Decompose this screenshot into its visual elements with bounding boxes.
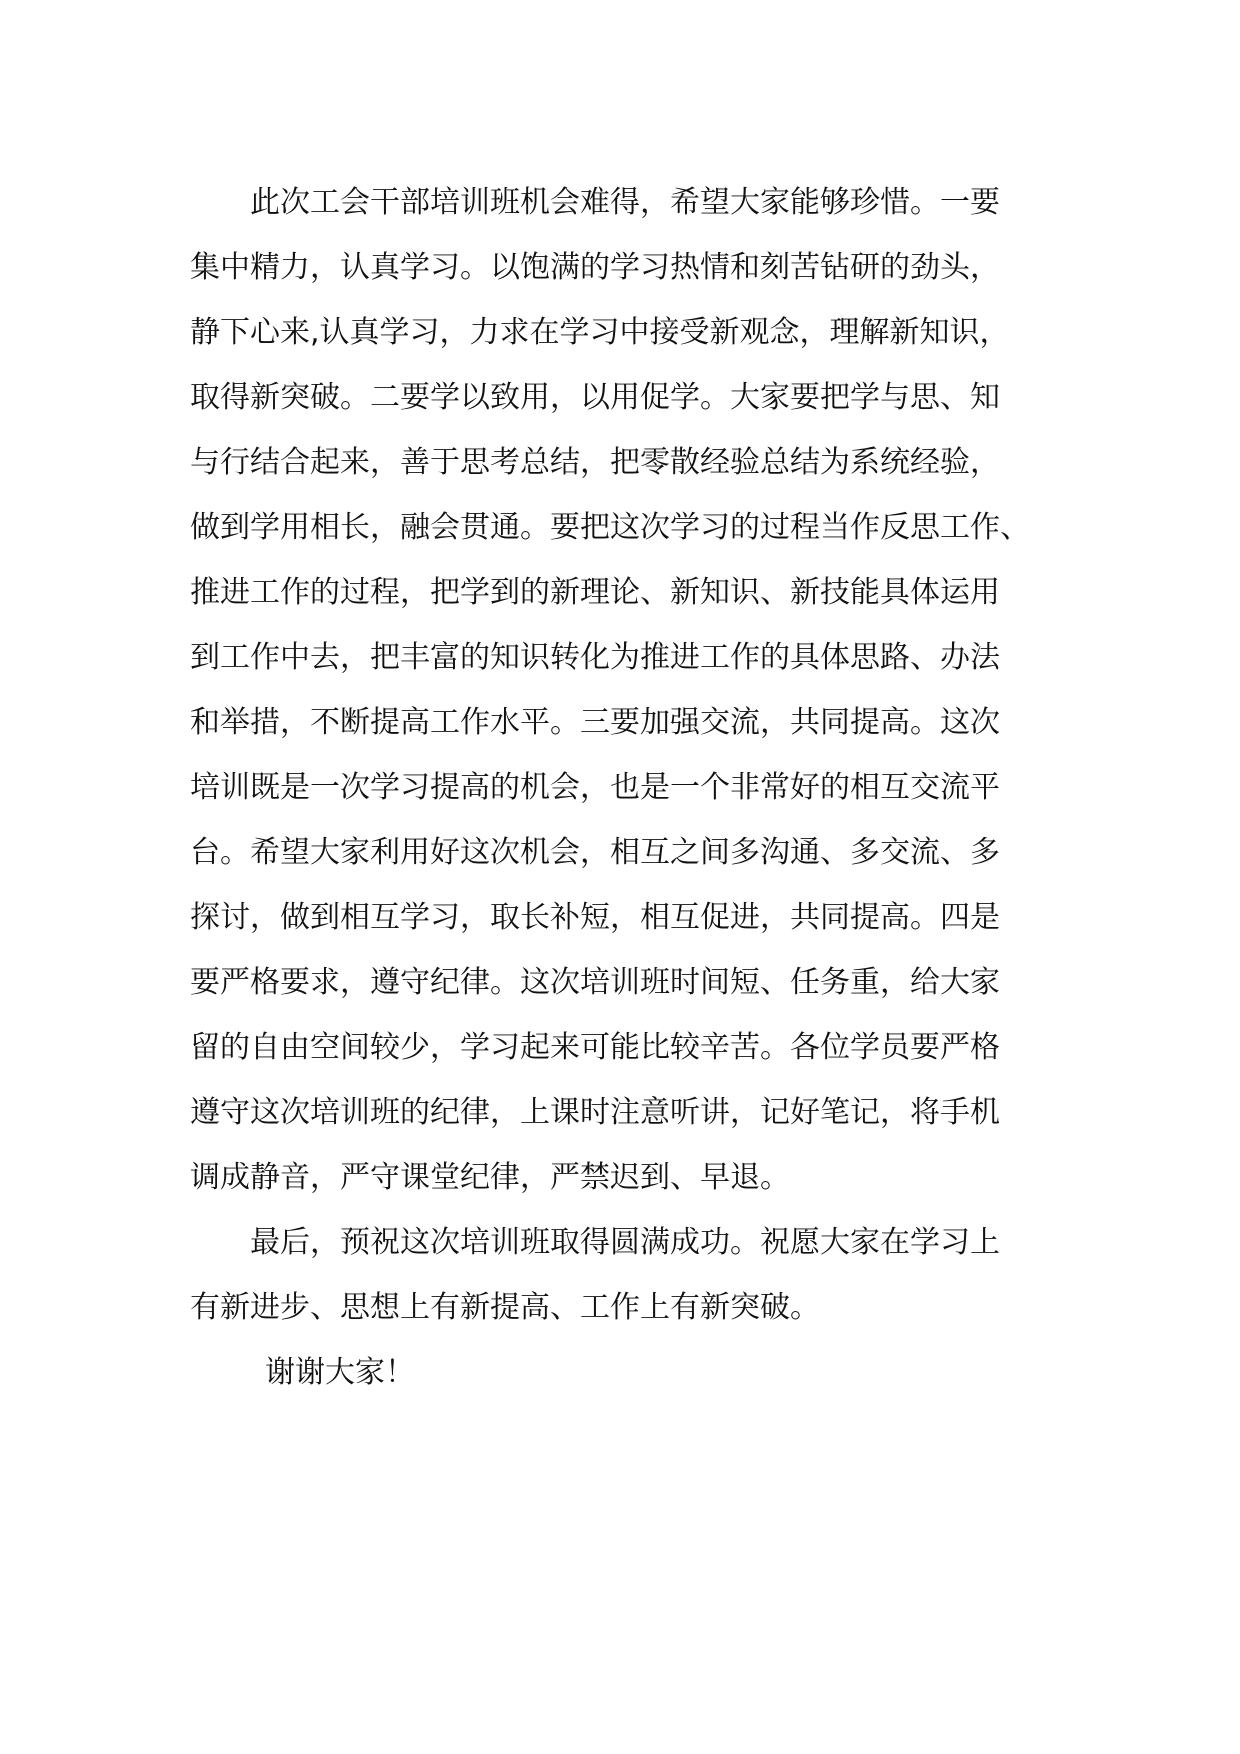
- paragraph-2: [190, 1210, 1090, 1340]
- paragraph-line: 调成静音，严守课堂纪律，严禁迟到、早退。: [190, 1160, 790, 1195]
- paragraph-line: 推进工作的过程，把学到的新理论、新知识、新技能具体运用: [190, 575, 1000, 610]
- paragraph-line: 集中精力，认真学习。以饱满的学习热情和刻苦钻研的劲头，: [190, 250, 1000, 285]
- paragraph-line: 到工作中去，把丰富的知识转化为推进工作的具体思路、办法: [190, 640, 1000, 675]
- paragraph-line: 培训既是一次学习提高的机会，也是一个非常好的相互交流平: [190, 770, 1000, 805]
- paragraph-line: 留的自由空间较少，学习起来可能比较辛苦。各位学员要严格: [190, 1030, 1000, 1065]
- paragraph-line: 和举措，不断提高工作水平。三要加强交流，共同提高。这次: [190, 705, 1000, 740]
- paragraph-line: 要严格要求，遵守纪律。这次培训班时间短、任务重，给大家: [190, 965, 1000, 1000]
- paragraph-line: 此次工会干部培训班机会难得，希望大家能够珍惜。一要: [250, 185, 1000, 220]
- paragraph-line: 遵守这次培训班的纪律，上课时注意听讲，记好笔记，将手机: [190, 1095, 1000, 1130]
- paragraph-line: 静下心来,认真学习，力求在学习中接受新观念，理解新知识，: [190, 315, 1010, 350]
- paragraph-line: 与行结合起来，善于思考总结，把零散经验总结为系统经验，: [190, 445, 1000, 480]
- paragraph-line: 探讨，做到相互学习，取长补短，相互促进，共同提高。四是: [190, 900, 1000, 935]
- paragraph-line: 有新进步、思想上有新提高、工作上有新突破。: [190, 1290, 820, 1325]
- closing-text: 谢谢大家！: [265, 1355, 415, 1390]
- document-body: [190, 170, 1090, 1405]
- paragraph-line: 最后，预祝这次培训班取得圆满成功。祝愿大家在学习上: [250, 1225, 1000, 1260]
- closing-line: [190, 1340, 1090, 1405]
- paragraph-1: [190, 170, 1090, 1210]
- paragraph-line: 做到学用相长，融会贯通。要把这次学习的过程当作反思工作、: [190, 510, 1030, 545]
- paragraph-line: 台。希望大家利用好这次机会，相互之间多沟通、多交流、多: [190, 835, 1000, 870]
- paragraph-line: 取得新突破。二要学以致用，以用促学。大家要把学与思、知: [190, 380, 1000, 415]
